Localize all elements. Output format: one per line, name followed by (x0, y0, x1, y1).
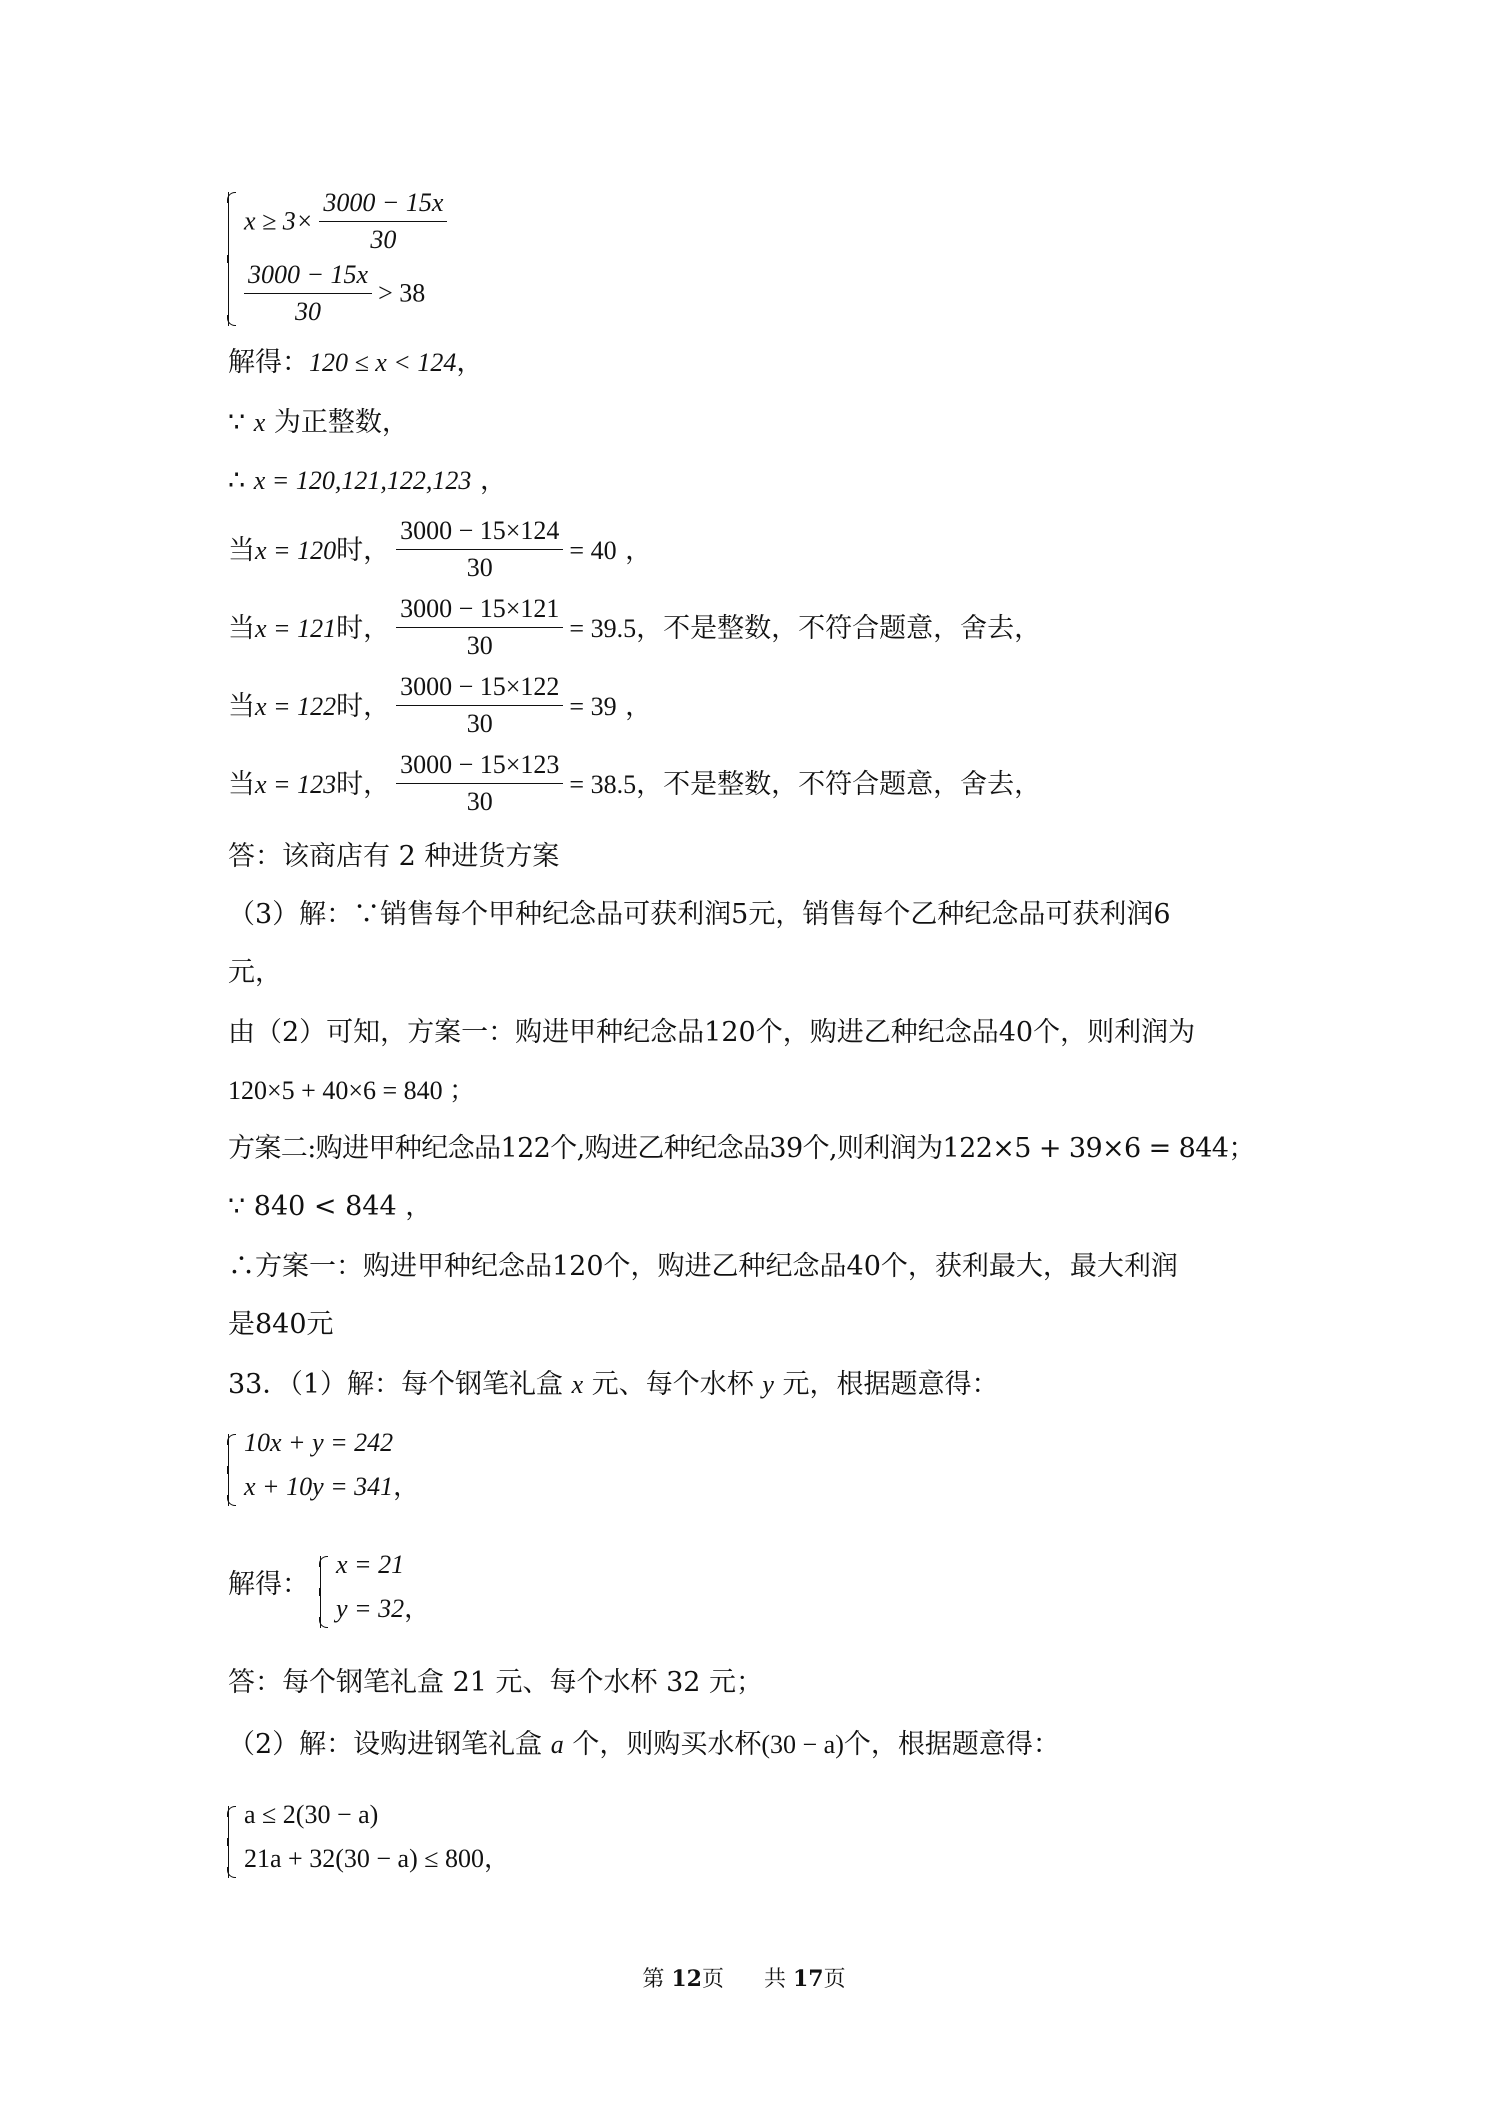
answer-line: 答：每个钢笔礼盒 21 元、每个水杯 32 元； (228, 1667, 764, 1698)
part3-line: 元， (228, 957, 282, 988)
system-row-1: 10x + y = 242 (244, 1428, 394, 1457)
case-line: 当x = 122时， $\frac{3000 - 15\times 122}{30}$ = 39 ， (228, 672, 653, 738)
part3-line: ∵ 840 < 844 ， (228, 1191, 433, 1222)
part3-line: 方案二:购进甲种纪念品122个,购进乙种纪念品39个,则利润为122×5 + 39×6 = 844； (228, 1133, 1255, 1164)
case-line: 当x = 121时， $\frac{3000 - 15\times 121}{30}$ = 39.5，不是整数，不符合题意，舍去， (228, 594, 1042, 660)
part3-line: （3）解：∵销售每个甲种纪念品可获利润5元，销售每个乙种纪念品可获利润6 (228, 899, 1171, 930)
solution-prefix: 解得： (228, 1569, 309, 1600)
therefore-line: ∴ x = 120,121,122,123 ， (228, 465, 507, 496)
equation-system-2 (228, 1428, 528, 1508)
brace (228, 192, 239, 326)
question-2: （2）解：设购进钢笔礼盒 a 个，则购买水杯(30 − a)个，根据题意得： (228, 1729, 1060, 1760)
system-row-1: a ≤ 2(30 − a) (244, 1800, 379, 1829)
inequality-system-1 (228, 188, 528, 330)
because-line: ∵ x 为正整数， (228, 407, 409, 438)
system-row-2: 21a + 32(30 − a) ≤ 800， (244, 1844, 511, 1873)
brace (320, 1556, 331, 1628)
answer-line: 答：该商店有 2 种进货方案 (228, 841, 560, 872)
system-row-2: x + 10y = 341， (244, 1472, 420, 1501)
total-pages: 17 (793, 1966, 824, 1992)
system-row-2: $\frac{3000 - 15x}{30}$ > 38 (244, 262, 425, 329)
system-row-1: x ≥ 3× $\frac{3000 - 15x}{30}$ (244, 190, 453, 257)
solution-line: 解得：120 ≤ x < 124， (228, 347, 484, 378)
page-footer: 第 12页 共 17页 (642, 1966, 846, 1992)
case-line: 当x = 123时， $\frac{3000 - 15\times 123}{30}$ = 38.5，不是整数，不符合题意，舍去， (228, 750, 1042, 816)
system-row-2: y = 32， (336, 1594, 431, 1623)
brace (228, 1434, 239, 1506)
case-line: 当x = 120时， $\frac{3000 - 15\times 124}{30}$ = 40 ， (228, 516, 653, 582)
question-33: 33．（1）解：每个钢笔礼盒 x 元、每个水杯 y 元，根据题意得： (228, 1369, 999, 1400)
part3-line: ∴方案一：购进甲种纪念品120个，购进乙种纪念品40个，获利最大，最大利润 (228, 1251, 1178, 1282)
solution-system (320, 1550, 520, 1630)
system-row-1: x = 21 (336, 1550, 405, 1579)
part3-formula: 120×5 + 40×6 = 840 ； (228, 1076, 476, 1105)
part3-line: 是840元 (228, 1309, 334, 1340)
inequality-system-3 (228, 1800, 628, 1880)
page-number: 12 (671, 1966, 702, 1992)
part3-line: 由（2）可知，方案一：购进甲种纪念品120个，购进乙种纪念品40个，则利润为 (228, 1017, 1196, 1048)
brace (228, 1806, 239, 1878)
